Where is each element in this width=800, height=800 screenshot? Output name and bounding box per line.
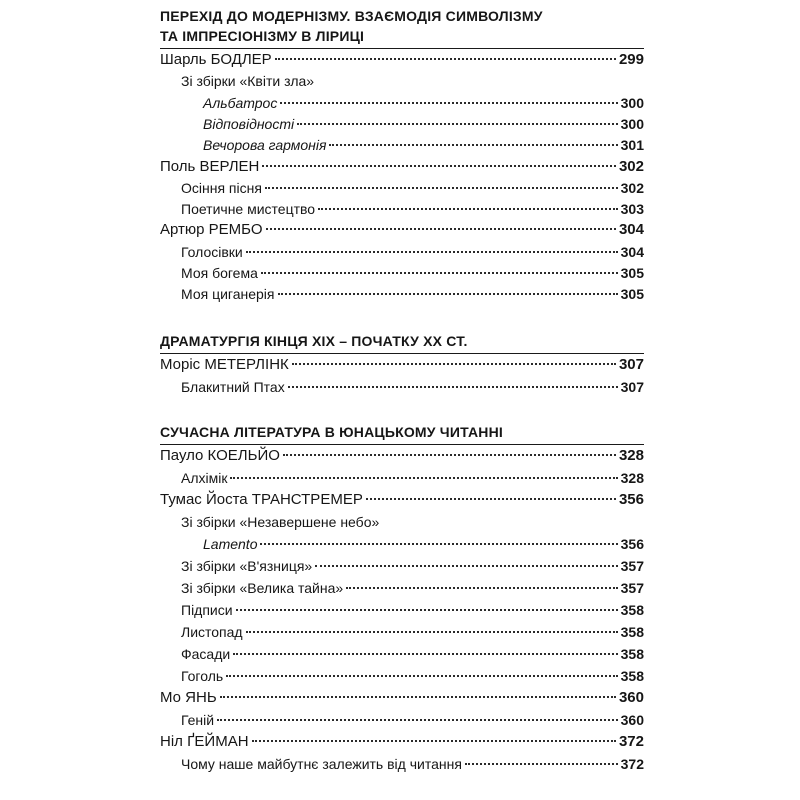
page-number: 356	[620, 536, 644, 552]
entry-title: Альбатрос	[203, 94, 278, 111]
dot-leader	[217, 719, 618, 721]
toc-entry[interactable]	[181, 754, 644, 774]
toc-entry[interactable]	[181, 578, 644, 598]
toc-entry[interactable]	[160, 688, 644, 708]
dot-leader	[297, 123, 618, 125]
entry-title: Зі збірки «Незавершене небо»	[181, 514, 380, 530]
dot-leader	[288, 386, 618, 388]
entry-title: Чому наше майбутнє залежить від читання	[181, 756, 462, 772]
toc-entry[interactable]	[160, 50, 644, 70]
entry-title: Гоголь	[181, 668, 224, 684]
entry-title: Артюр РЕМБО	[160, 221, 263, 239]
dot-leader	[275, 58, 616, 60]
entry-title: Шарль БОДЛЕР	[160, 51, 272, 68]
toc-entry[interactable]	[181, 178, 644, 198]
dot-leader	[261, 272, 618, 274]
dot-leader	[465, 763, 618, 765]
dot-leader	[262, 165, 616, 167]
entry-title: Поль ВЕРЛЕН	[160, 157, 260, 175]
entry-title: Мо ЯНЬ	[160, 689, 217, 706]
entry-title: Моя богема	[181, 265, 258, 281]
dot-leader	[283, 454, 616, 456]
section-rule	[160, 353, 644, 354]
toc-entry[interactable]	[203, 135, 644, 155]
dot-leader	[318, 208, 618, 210]
toc-entry[interactable]	[160, 732, 644, 752]
section-heading: СУЧАСНА ЛІТЕРАТУРА В ЮНАЦЬКОМУ ЧИТАННІ	[160, 424, 503, 440]
page-number: 358	[620, 602, 644, 618]
page-number: 300	[620, 94, 644, 111]
entry-title: Lamento	[203, 536, 258, 552]
toc-entry[interactable]	[181, 199, 644, 219]
dot-leader	[230, 477, 617, 479]
page-number: 305	[620, 286, 644, 303]
toc-entry[interactable]	[181, 600, 644, 620]
page-number: 302	[618, 157, 644, 175]
entry-title: Геній	[181, 712, 215, 728]
entry-title: Зі збірки «Велика тайна»	[181, 580, 344, 596]
dot-leader	[266, 228, 616, 230]
toc-entry[interactable]	[181, 666, 644, 686]
toc-entry[interactable]	[160, 490, 644, 510]
toc-entry[interactable]	[203, 114, 644, 134]
entry-title: Моріс МЕТЕРЛІНК	[160, 356, 289, 373]
toc-entry[interactable]	[181, 512, 644, 532]
page-number: 300	[620, 115, 644, 132]
toc-entry[interactable]	[181, 468, 644, 488]
toc-entry[interactable]	[181, 556, 644, 576]
page-number: 372	[620, 756, 644, 772]
page-number: 360	[618, 689, 644, 706]
page-number: 328	[620, 470, 644, 486]
dot-leader	[315, 565, 617, 567]
toc-entry[interactable]	[181, 710, 644, 730]
toc-entry[interactable]	[160, 355, 644, 375]
dot-leader	[226, 675, 617, 677]
entry-title: Фасади	[181, 646, 231, 662]
dot-leader	[278, 293, 618, 295]
entry-title: Алхімік	[181, 470, 228, 486]
dot-leader	[292, 363, 616, 365]
dot-leader	[252, 740, 616, 742]
entry-title: Голосівки	[181, 243, 243, 260]
page-number: 301	[620, 137, 644, 154]
section-rule	[160, 444, 644, 445]
page-number: 303	[620, 201, 644, 218]
page-number: 357	[620, 580, 644, 596]
page-number: 358	[620, 646, 644, 662]
toc-entry[interactable]	[181, 71, 644, 91]
dot-leader	[220, 696, 616, 698]
section-heading: ДРАМАТУРГІЯ КІНЦЯ XIX – ПОЧАТКУ XX СТ.	[160, 333, 468, 349]
dot-leader	[236, 609, 618, 611]
page-number: 304	[620, 243, 644, 260]
toc-entry[interactable]	[160, 446, 644, 466]
dot-leader	[246, 631, 618, 633]
dot-leader	[346, 587, 617, 589]
toc-entry[interactable]	[181, 263, 644, 283]
toc-entry[interactable]	[203, 534, 644, 554]
dot-leader	[366, 498, 616, 500]
page-number: 358	[620, 624, 644, 640]
dot-leader	[329, 144, 617, 146]
toc-entry[interactable]	[203, 93, 644, 113]
toc-entry[interactable]	[181, 284, 644, 304]
entry-title: Листопад	[181, 624, 243, 640]
entry-title: Ніл ҐЕЙМАН	[160, 733, 249, 750]
page-number: 307	[620, 378, 644, 395]
page-number: 304	[618, 221, 644, 239]
entry-title: Вечорова гармонія	[203, 137, 327, 154]
toc-entry[interactable]	[160, 220, 644, 240]
toc-entry[interactable]	[181, 377, 644, 397]
entry-title: Блакитний Птах	[181, 378, 285, 395]
dot-leader	[265, 187, 618, 189]
entry-title: Осіння пісня	[181, 179, 262, 196]
dot-leader	[233, 653, 617, 655]
page-number: 299	[618, 51, 644, 68]
page-number: 307	[618, 356, 644, 373]
entry-title: Зі збірки «В'язниця»	[181, 558, 313, 574]
entry-title: Тумас Йоста ТРАНСТРЕМЕР	[160, 491, 363, 508]
page-number: 372	[618, 733, 644, 750]
page-number: 305	[620, 265, 644, 281]
page-number: 360	[620, 712, 644, 728]
toc-entry[interactable]	[181, 644, 644, 664]
toc-entry[interactable]	[181, 622, 644, 642]
entry-title: Відповідності	[203, 115, 295, 132]
dot-leader	[260, 543, 617, 545]
entry-title: Зі збірки «Квіти зла»	[181, 73, 315, 90]
toc-entry[interactable]	[160, 157, 644, 177]
entry-title: Підписи	[181, 602, 233, 618]
entry-title: Пауло КОЕЛЬЙО	[160, 447, 280, 464]
toc-entry[interactable]	[181, 242, 644, 262]
entry-title: Поетичне мистецтво	[181, 201, 316, 218]
page-number: 328	[618, 447, 644, 464]
dot-leader	[280, 102, 617, 104]
dot-leader	[246, 251, 618, 253]
entry-title: Моя циганерія	[181, 286, 275, 303]
page-number: 302	[620, 179, 644, 196]
page-number: 357	[620, 558, 644, 574]
page-number: 356	[618, 491, 644, 508]
section-heading: ТА ІМПРЕСІОНІЗМУ В ЛІРИЦІ	[160, 28, 365, 44]
section-rule	[160, 48, 644, 49]
section-heading: ПЕРЕХІД ДО МОДЕРНІЗМУ. ВЗАЄМОДІЯ СИМВОЛІЗМУ	[160, 8, 543, 24]
page-number: 358	[620, 668, 644, 684]
